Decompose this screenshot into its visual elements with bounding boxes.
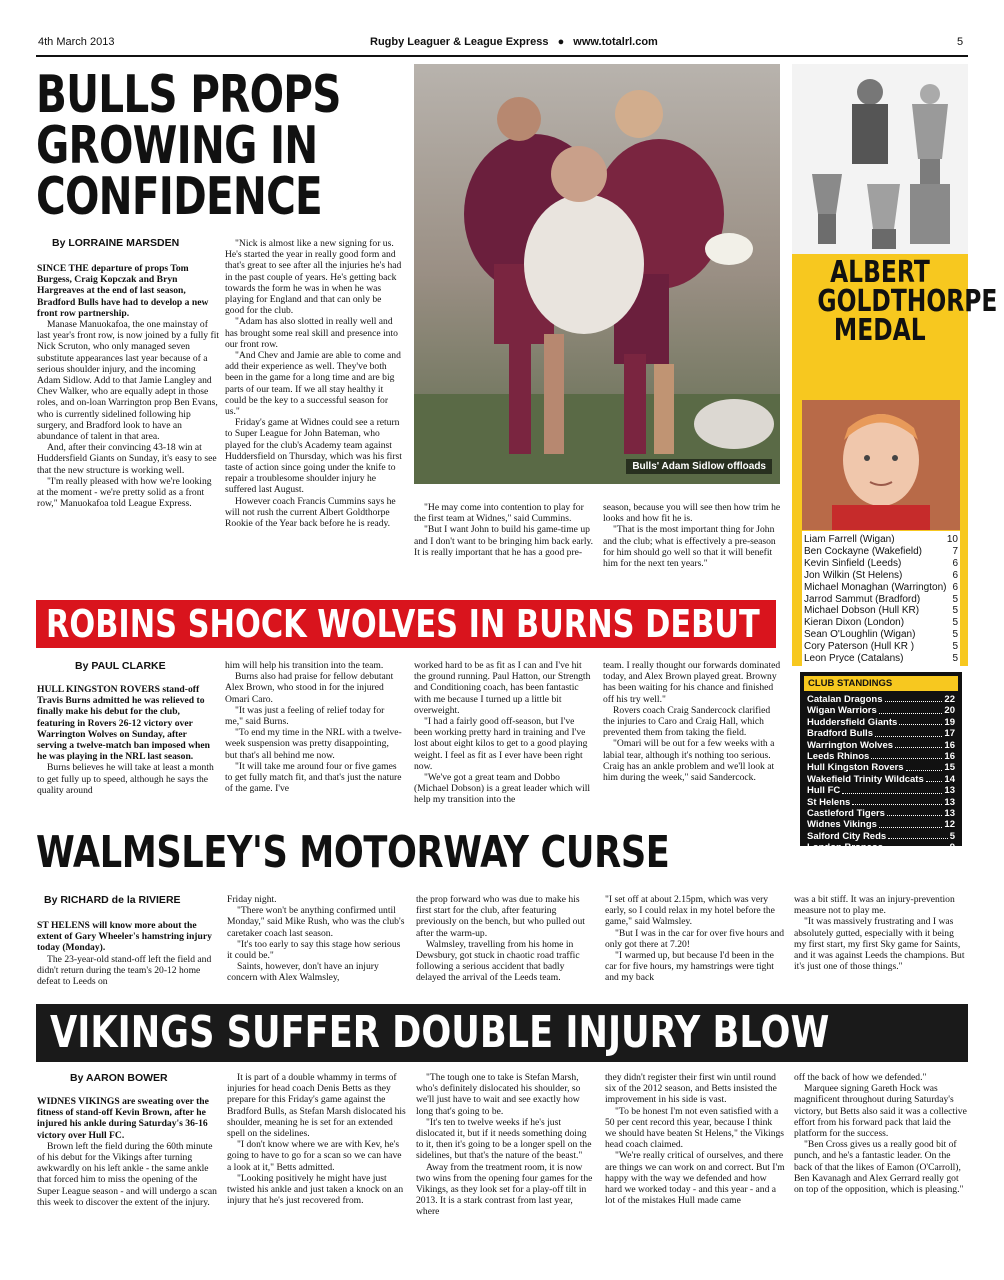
story3-column-2 [227, 894, 407, 998]
medal-player-name: Michael Monaghan (Warrington) [804, 581, 947, 593]
story4-paragraph: Brown left the field during the 60th minute of his debut for the Vikings after turning awkwardly on his left ankle - the same ankle that forced him to miss the opening of the Super League season - and will undergo a scan this week to discover the extent of the injury. [37, 1140, 217, 1208]
medal-table-row [804, 570, 958, 582]
story2-column-4 [603, 660, 783, 808]
story2-lead: HULL KINGSTON ROVERS stand-off Travis Burns admitted he was relieved to finally make his debut for the club, featuring in Rovers 26-12 victory over Warrington Wolves on Sunday, after serving a twelve-match ban imposed when he was playing in the NRL last season. [37, 684, 210, 763]
story4-paragraph: they didn't register their first win until round six of the 2012 season, and Betts insisted the improvement in his side is vast. [605, 1072, 777, 1106]
standings-team: Castleford Tigers [807, 808, 885, 820]
story1-headline-line2: GROWING IN [36, 116, 318, 176]
standings-team: Wigan Warriors [807, 705, 877, 717]
story3-paragraph: "It was massively frustrating and I was absolutely gutted, especially with it being my first start, my first Sky game for Saints, and it was against Leeds the champions. But it's just one of those things." [794, 916, 965, 973]
story1-paragraph: season, because you will see then how trim he looks and how fit he is. [603, 502, 781, 525]
standings-points: 20 [944, 705, 955, 717]
standings-team: Catalan Dragons [807, 694, 883, 705]
medal-table-row [804, 546, 958, 558]
medal-player-name: Kieran Dixon (London) [804, 617, 905, 629]
story4-paragraph: "Looking positively he might have just twisted his ankle and just taken a knock on an injury that he's just recovered from. [227, 1172, 404, 1207]
story2-column-1 [37, 684, 215, 808]
story1-paragraph: Friday's game at Widnes could see a return to Super League for John Bateman, who played for the club's Academy team against Huddersfield on Thursday, which was his first taste of action since going under the knife to repair a troublesome shoulder injury he suffered last August. [225, 417, 402, 496]
story2-paragraph: "We've got a great team and Dobbo (Michael Dobson) is a great leader which will help my transition into the [414, 772, 591, 806]
club-standings [800, 672, 962, 854]
story3-paragraph: the prop forward who was due to make his first start for the club, after featuring previously on the bench, but who pulled out after the warm-up. [416, 894, 585, 939]
publication-line [370, 36, 658, 48]
story3-paragraph: "But I was in the car for over five hours and only got there at 7.20! [605, 927, 785, 950]
standings-team: Warrington Wolves [807, 739, 894, 751]
story3-headline: WALMSLEY'S MOTORWAY CURSE [36, 827, 670, 878]
story4-byline: By AARON BOWER [70, 1072, 168, 1084]
medal-player-points: 6 [952, 569, 958, 581]
story4-headline: VIKINGS SUFFER DOUBLE INJURY BLOW [50, 1007, 830, 1058]
story1-paragraph: "Adam has also slotted in really well and has brought some real skill and presence into our front row. [225, 316, 398, 350]
standings-leader-dots [875, 728, 942, 736]
medal-table-row [804, 641, 958, 653]
medal-player-name: Sean O'Loughlin (Wigan) [804, 629, 916, 641]
story4-paragraph: "The tough one to take is Stefan Marsh, who's definitely dislocated his shoulder, so we'll just have to wait and see exactly how long that's going to be. [416, 1072, 581, 1117]
medal-table-row [804, 617, 958, 629]
medal-player-name: Ben Cockayne (Wakefield) [804, 545, 923, 557]
medal-table-row [804, 558, 958, 570]
goldthorpe-title [792, 255, 998, 348]
story4-paragraph: off the back of how we defended." [794, 1072, 927, 1083]
story1-headline-line3: CONFIDENCE [36, 167, 322, 227]
publication-name: Rugby Leaguer & League Express [370, 36, 549, 48]
standings-leader-dots [899, 717, 942, 725]
story2-paragraph: him will help his transition into the team. [225, 660, 384, 671]
standings-row [807, 785, 955, 796]
story1-column-4 [603, 502, 781, 586]
story4-column-4 [605, 1072, 785, 1266]
standings-row [807, 728, 955, 739]
story1-lead: SINCE THE departure of props Tom Burgess, Craig Kopczak and Bryn Hargreaves at the end of last season, Bradford Bulls have had to develop a new front row partnership. [37, 263, 209, 319]
medal-player-points: 5 [952, 617, 958, 629]
standings-leader-dots [888, 831, 948, 839]
story3-byline: By RICHARD de la RIVIERE [44, 894, 181, 906]
story3-paragraph: Saints, however, don't have an injury concern with Alex Walmsley, [227, 961, 379, 984]
standings-points: 16 [944, 739, 955, 751]
story2-paragraph: team. I really thought our forwards dominated today, and Alex Brown played great. Browny has been waiting for his chance and finished off his try well." [603, 660, 781, 705]
story2-column-3 [414, 660, 594, 808]
story4-paragraph: Marquee signing Gareth Hock was magnificent throughout during Saturday's victory, but Betts also said it was a collective effort from his forward pack that laid the platform for the success. [794, 1083, 967, 1140]
standings-leader-dots [885, 842, 948, 850]
standings-row [807, 819, 955, 830]
story2-paragraph: Burns also had praise for fellow debutant Alex Brown, who stood in for the injured Omari Caro. [225, 671, 394, 705]
story3-column-1 [37, 920, 215, 998]
story3-paragraph: "I warmed up, but because I'd been in the car for five hours, my hamstrings were tight and my back [605, 950, 774, 984]
medal-table-row [804, 605, 958, 617]
standings-row [807, 705, 955, 716]
medal-player-points: 6 [952, 581, 958, 593]
medal-table-row [804, 582, 958, 594]
match-photo [414, 64, 780, 484]
medal-player-name: Jon Wilkin (St Helens) [804, 569, 903, 581]
standings-leader-dots [895, 740, 942, 748]
story1-headline [36, 65, 406, 227]
standings-row [807, 797, 955, 808]
story2-banner [36, 600, 776, 648]
standings-title: CLUB STANDINGS [804, 676, 958, 691]
story3-lead: ST HELENS will know more about the extent of Gary Wheeler's hamstring injury today (Monday). [37, 920, 212, 954]
standings-team: Bradford Bulls [807, 728, 873, 740]
standings-team: Salford City Reds [807, 830, 887, 842]
story3-column-3 [416, 894, 596, 998]
story2-paragraph: "Omari will be out for a few weeks with a labial tear, although it's nothing too serious. Craig has an ankle problem and we'll look at him during the week," said Sandercock. [603, 738, 775, 784]
medal-table-row [804, 534, 958, 546]
standings-team: St Helens [807, 796, 851, 808]
story3-paragraph: "I set off at about 2.15pm, which was very early, so I could relax in my hotel before the game," said Walmsley. [605, 894, 775, 928]
medal-player-name: Michael Dobson (Hull KR) [804, 605, 920, 617]
standings-team: Hull Kingston Rovers [807, 762, 904, 774]
standings-points: 19 [944, 716, 955, 728]
standings-row [807, 842, 955, 853]
standings-team: Huddersfield Giants [807, 716, 898, 728]
standings-row [807, 740, 955, 751]
standings-points: 12 [944, 819, 955, 831]
story1-paragraph: Manase Manuokafoa, the one mainstay of last year's front row, is now joined by a fully fit Nick Scruton, who only managed seven substitute appearances last year because of a serious shoulder injury, and the incoming Adam Sidlow. Add to that Jamie Langley and Chev Walker, who are equally adept in those roles, and on-loan Warrington prop Ben Evans, who is currently sidelined following hip surgery, and Bradford look to have an abundance of talent in that area. [37, 319, 220, 443]
story4-column-5 [794, 1072, 968, 1266]
story2-paragraph: "It was just a feeling of relief today for me," said Burns. [225, 704, 385, 728]
standings-points: 17 [944, 728, 955, 740]
story3-paragraph: "There won't be anything confirmed until Monday," said Mike Rush, who was the club's caretaker coach last season. [227, 905, 405, 939]
story3-paragraph: Walmsley, travelling from his home in Dewsbury, got stuck in chaotic road traffic following a serious accident that badly delayed the arrival of the Leeds team. [416, 938, 580, 984]
standings-leader-dots [879, 705, 943, 713]
story1-paragraph: And, after their convincing 43-18 win at Huddersfield Giants on Sunday, it's easy to see that the new structure is working well. [37, 442, 217, 476]
standings-row [807, 751, 955, 762]
trophy-illustration [792, 64, 968, 254]
story2-paragraph: Burns believes he will take at least a month to get fully up to speed, although he says the quality around [37, 762, 214, 796]
medal-table-row [804, 629, 958, 641]
trophy-photo [792, 64, 968, 254]
story1-paragraph: "But I want John to build his game-time up and I don't want to be bringing him back early. It is really important that he has a good pre- [414, 524, 594, 558]
story2-paragraph: "It will take me around four or five games to get fully match fit, and that's just the nature of the game. I've [225, 760, 402, 795]
story4-paragraph: "To be honest I'm not even satisfied with a 50 per cent record this year, because I think we should have beaten St Helens," the Vikings head coach claimed. [605, 1105, 785, 1151]
standings-points: 16 [944, 751, 955, 763]
medal-table-row [804, 653, 958, 665]
standings-team: Leeds Rhinos [807, 751, 870, 763]
story1-column-1 [37, 263, 220, 586]
story4-banner [36, 1004, 968, 1062]
story4-paragraph: "Ben Cross gives us a really good bit of punch, and he's a fantastic leader. On the back of that the likes of Eamon (O'Carroll), Ben Kavanagh and Alex Gerrard really got on top of the opposition, which is pleasing." [794, 1139, 964, 1196]
medal-player-name: Leon Pryce (Catalans) [804, 653, 904, 665]
medal-player-name: Liam Farrell (Wigan) [804, 534, 895, 545]
header-rule [36, 55, 968, 57]
story3-column-5 [794, 894, 968, 998]
page-number: 5 [957, 36, 964, 48]
medal-player-points: 5 [952, 653, 958, 665]
story3-paragraph: Friday night. [227, 894, 277, 905]
story1-paragraph: "And Chev and Jamie are able to come and add their experience as well. They've both been in the game for a long time and are big parts of our team. If we all stay healthy it could be the key to a successful season for us." [225, 350, 401, 418]
standings-points: 14 [944, 773, 955, 785]
medal-player-points: 7 [952, 545, 958, 557]
story1-paragraph: "That is the most important thing for John and the club; what is effectively a pre-season for him should go well so that it will benefit him for the next ten years." [603, 524, 776, 570]
story1-byline: By LORRAINE MARSDEN [52, 237, 180, 249]
story3-paragraph: was a bit stiff. It was an injury-prevention measure not to play me. [794, 894, 955, 917]
standings-team: Widnes Vikings [807, 819, 877, 831]
goldthorpe-title-line3: MEDAL [834, 313, 926, 348]
standings-leader-dots [879, 819, 942, 827]
story2-paragraph: worked hard to be as fit as I can and I've hit the ground running. Paul Hatton, our Strength and Conditioning coach, has been fantastic with me because I turned up a little bit overweight. [414, 660, 591, 716]
story2-paragraph: "To end my time in the NRL with a twelve-week suspension was pretty disappointing, but that's all behind me now. [225, 727, 402, 761]
story1-paragraph: "I'm really pleased with how we're looking at the moment - we're pretty solid as a front row," Manuokafoa told League Express. [37, 475, 212, 510]
story2-paragraph: "I had a fairly good off-season, but I've been working pretty hard in training and I've lost about eight kilos to get to a good playing weight. I feel as fit as I ever have been right now. [414, 716, 588, 772]
bullet-separator: ● [557, 36, 565, 48]
story3-paragraph: "It's too early to say this stage how serious it could be." [227, 938, 401, 962]
medal-player-points: 6 [952, 557, 958, 569]
goldthorpe-title-line1: ALBERT [830, 255, 930, 290]
standings-row [807, 762, 955, 773]
medal-player-name: Jarrod Sammut (Bradford) [804, 593, 921, 605]
standings-leader-dots [842, 785, 942, 793]
story1-paragraph: However coach Francis Cummins says he will not rush the current Albert Goldthorpe Rookie of the Year back before he is ready. [225, 495, 396, 530]
medal-player-name: Cory Paterson (Hull KR ) [804, 641, 915, 653]
match-photo-illustration [414, 64, 780, 484]
story3-column-4 [605, 894, 785, 998]
photo-caption: Bulls' Adam Sidlow offloads [626, 459, 772, 474]
story4-paragraph: Away from the treatment room, it is now two wins from the opening four games for the Vikings, as they look set for a play-off tilt in 2013. It is a stark contrast from last year, where [416, 1161, 593, 1218]
standings-leader-dots [852, 797, 942, 805]
story1-column-2 [225, 238, 402, 586]
medal-player-name: Kevin Sinfield (Leeds) [804, 557, 902, 569]
standings-points: 13 [944, 808, 955, 820]
standings-leader-dots [885, 694, 943, 702]
standings-row [807, 774, 955, 785]
story2-column-2 [225, 660, 403, 808]
standings-team: Hull FC [807, 785, 841, 797]
standings-points: 5 [949, 830, 955, 842]
standings-team: London Broncos [807, 842, 883, 854]
standings-points: 13 [944, 796, 955, 808]
standings-leader-dots [906, 762, 943, 770]
story3-paragraph: The 23-year-old stand-off left the field and didn't return during the team's 20-12 home defeat to Leeds on [37, 953, 212, 988]
story2-headline: ROBINS SHOCK WOLVES IN BURNS DEBUT [46, 602, 760, 646]
story2-paragraph: Rovers coach Craig Sandercock clarified the injuries to Caro and Craig Hall, which prevented them from taking the field. [603, 704, 771, 739]
story4-paragraph: "It's ten to twelve weeks if he's just dislocated it, but if it needs something doing to it, then it's going to be a longer spell on the sidelines, but that's the nature of the beast." [416, 1116, 592, 1162]
story1-headline-line1: BULLS PROPS [36, 65, 341, 125]
medal-player-points: 5 [952, 629, 958, 641]
standings-points: 13 [944, 785, 955, 797]
standings-team: Wakefield Trinity Wildcats [807, 773, 924, 785]
story4-column-2 [227, 1072, 407, 1266]
goldthorpe-title-line2: GOLDTHORPE [817, 284, 998, 319]
medal-player-points: 5 [952, 641, 958, 653]
story4-paragraph: "I don't know where we are with Kev, he's going to have to go for a scan so we can have a look at it," Betts admitted. [227, 1139, 402, 1173]
story1-paragraph: "Nick is almost like a new signing for us. He's started the year in really good form and that's great to see after all the injuries he's had in the past couple of years. He's getting back towards the form he was in when he was playing for England and that can only be good for the club. [225, 238, 402, 317]
story1-column-3 [414, 502, 594, 586]
standings-row [807, 808, 955, 819]
story4-column-1 [37, 1096, 219, 1266]
standings-leader-dots [887, 808, 942, 816]
player-portrait-illustration [802, 400, 960, 530]
standings-points: 9 [949, 842, 955, 854]
story2-byline: By PAUL CLARKE [75, 660, 166, 672]
medal-table-row [804, 594, 958, 606]
story4-lead: WIDNES VIKINGS are sweating over the fitness of stand-off Kevin Brown, after he injured his ankle during Saturday's 36-16 victory over Hull FC. [37, 1096, 209, 1141]
story4-paragraph: It is part of a double whammy in terms of injuries for head coach Denis Betts as they prepare for this Friday's game against the Bradford Bulls, as Stefan Marsh dislocated his shoulder, meaning he is set for an extended spell on the sidelines. [227, 1072, 406, 1140]
issue-date: 4th March 2013 [38, 36, 115, 48]
medal-table [802, 531, 960, 668]
player-portrait [802, 400, 960, 530]
medal-player-points: 5 [952, 605, 958, 617]
story4-column-3 [416, 1072, 596, 1266]
standings-list [801, 694, 961, 854]
standings-row [807, 717, 955, 728]
standings-leader-dots [926, 774, 943, 782]
standings-row [807, 831, 955, 842]
standings-points: 15 [944, 762, 955, 774]
standings-leader-dots [871, 751, 942, 759]
medal-player-points: 10 [946, 534, 958, 545]
website-link[interactable]: www.totalrl.com [573, 36, 658, 48]
standings-points: 22 [944, 694, 955, 705]
story1-paragraph: "He may come into contention to play for the first team at Widnes," said Cummins. [414, 502, 584, 525]
standings-row [807, 694, 955, 705]
story4-paragraph: "We're really critical of ourselves, and there are things we can work on and correct. But I'm happy with the way we defended and how hard we worked today - and this year - and a lot of the mistakes Hull made came [605, 1150, 785, 1207]
medal-player-points: 5 [952, 593, 958, 605]
